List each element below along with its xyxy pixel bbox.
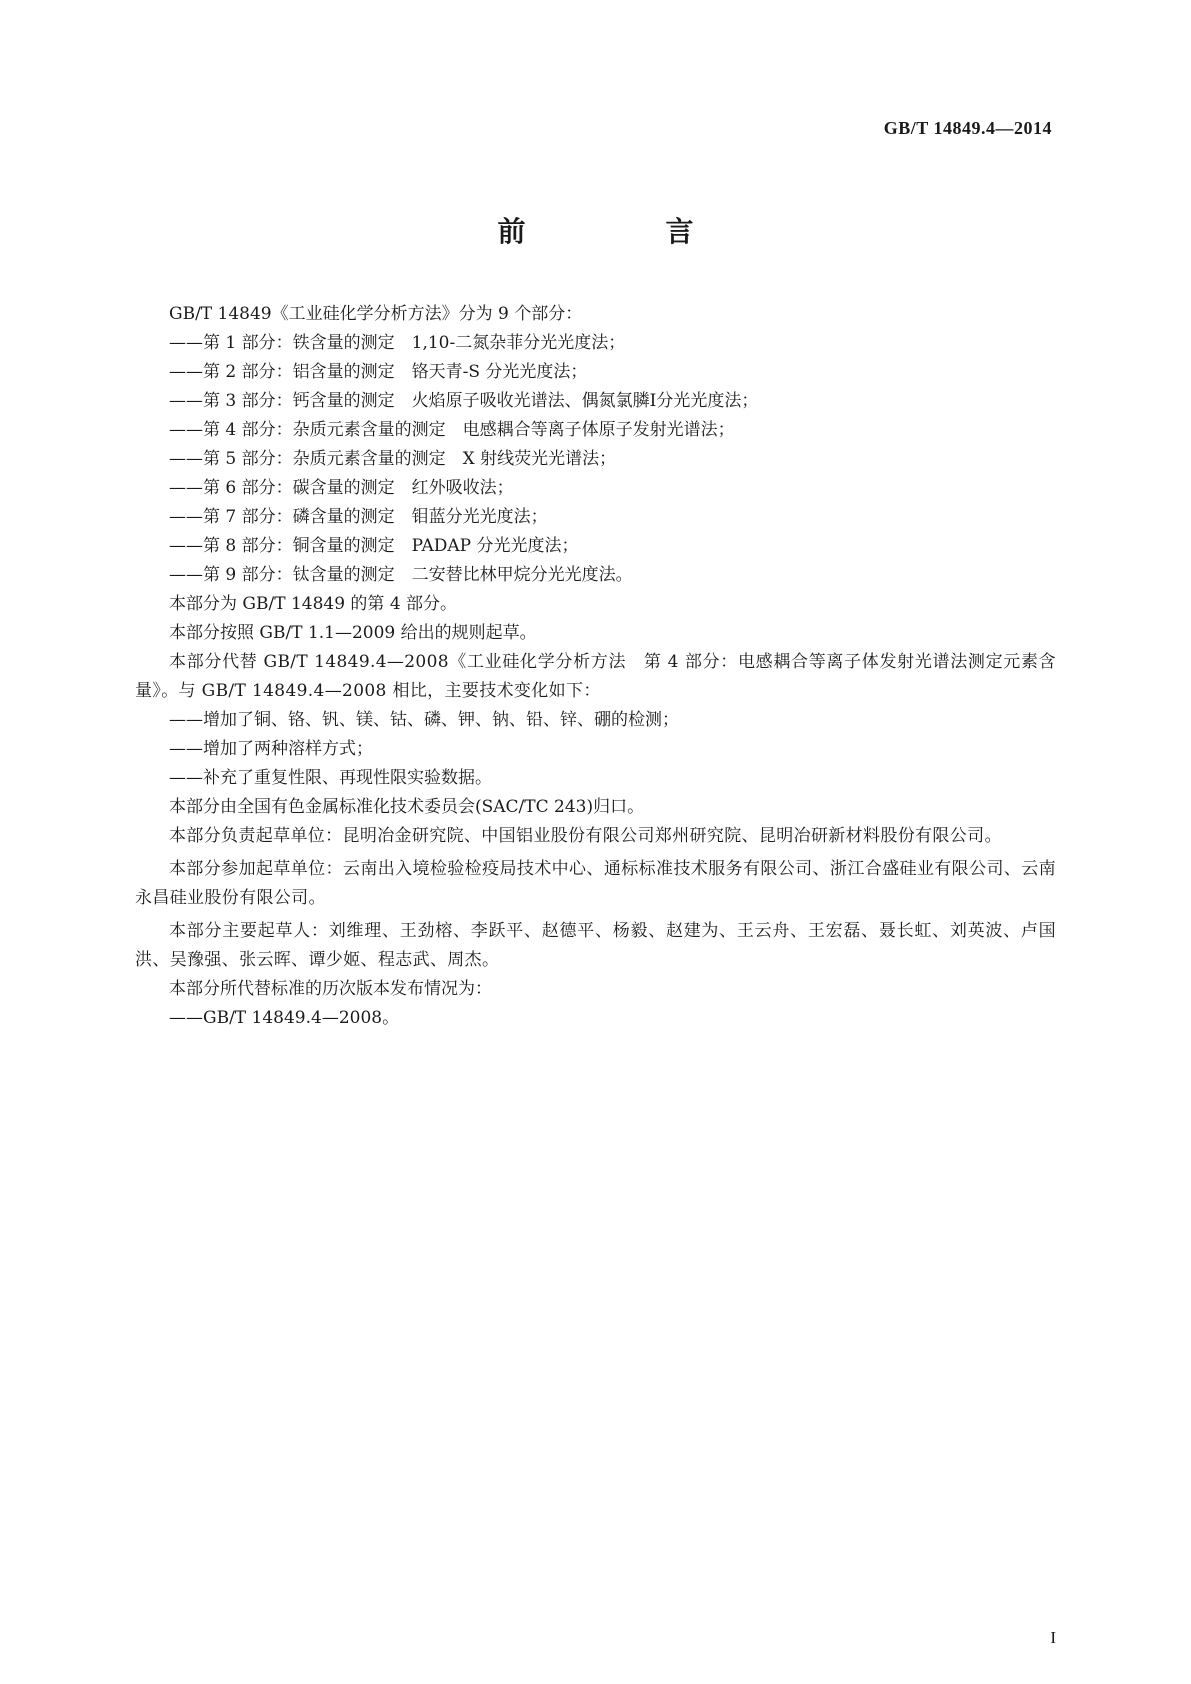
standard-number: GB/T 14849.4—2014 (883, 118, 1052, 138)
foreword-body (135, 300, 1056, 1033)
part-list-item: ——第 8 部分：铜含量的测定 PADAP 分光光度法； (169, 536, 579, 556)
responsible-units-paragraph: 本部分负责起草单位：昆明冶金研究院、中国铝业股份有限公司郑州研究院、昆明冶研新材料股份有限公司。 (169, 826, 1002, 846)
part-list-item: ——第 7 部分：磷含量的测定 钼蓝分光光度法； (169, 507, 548, 527)
replacement-paragraph: 本部分代替 GB/T 14849.4—2008《工业硅化学分析方法 第 4 部分：电感耦合等离子体发射光谱法测定元素含量》。与 GB/T 14849.4—2008 相比，主要技术变化如下： (135, 652, 1056, 701)
part-list-item: ——第 1 部分：铁含量的测定 1,10-二氮杂菲分光光度法； (169, 333, 626, 353)
part-list-item: ——第 4 部分：杂质元素含量的测定 电感耦合等离子体原子发射光谱法； (169, 420, 735, 440)
participating-units-paragraph: 本部分参加起草单位：云南出入境检验检疫局技术中心、通标标准技术服务有限公司、浙江合盛硅业有限公司、云南永昌硅业股份有限公司。 (135, 859, 1056, 908)
intro-paragraph: GB/T 14849《工业硅化学分析方法》分为 9 个部分： (169, 304, 583, 324)
committee-paragraph: 本部分由全国有色金属标准化技术委员会(SAC/TC 243)归口。 (169, 797, 645, 817)
history-intro: 本部分所代替标准的历次版本发布情况为： (169, 979, 492, 999)
change-list-item: ——补充了重复性限、再现性限实验数据。 (169, 768, 492, 788)
drafters-paragraph: 本部分主要起草人：刘维理、王劲榕、李跃平、赵德平、杨毅、赵建为、王云舟、王宏磊、聂长虹、刘英波、卢国洪、吴豫强、张云晖、谭少姬、程志武、周杰。 (135, 921, 1056, 970)
part-list-item: ——第 2 部分：铝含量的测定 铬天青-S 分光光度法； (169, 362, 588, 382)
part-statement: 本部分为 GB/T 14849 的第 4 部分。 (169, 594, 458, 614)
part-list-item: ——第 9 部分：钛含量的测定 二安替比林甲烷分光光度法。 (169, 565, 633, 585)
change-list-item: ——增加了铜、铬、钒、镁、钴、磷、钾、钠、铅、锌、硼的检测； (169, 710, 679, 730)
part-list-item: ——第 3 部分：钙含量的测定 火焰原子吸收光谱法、偶氮氯膦Ⅰ分光光度法； (169, 391, 759, 411)
part-list-item: ——第 5 部分：杂质元素含量的测定 X 射线荧光光谱法； (169, 449, 617, 469)
change-list-item: ——增加了两种溶样方式； (169, 739, 373, 759)
part-list-item: ——第 6 部分：碳含量的测定 红外吸收法； (169, 478, 514, 498)
page-number: I (1050, 1628, 1056, 1647)
drafting-rule: 本部分按照 GB/T 1.1—2009 给出的规则起草。 (169, 623, 537, 643)
page-title: 前 言 (497, 215, 750, 248)
history-list-item: ——GB/T 14849.4—2008。 (169, 1008, 400, 1028)
